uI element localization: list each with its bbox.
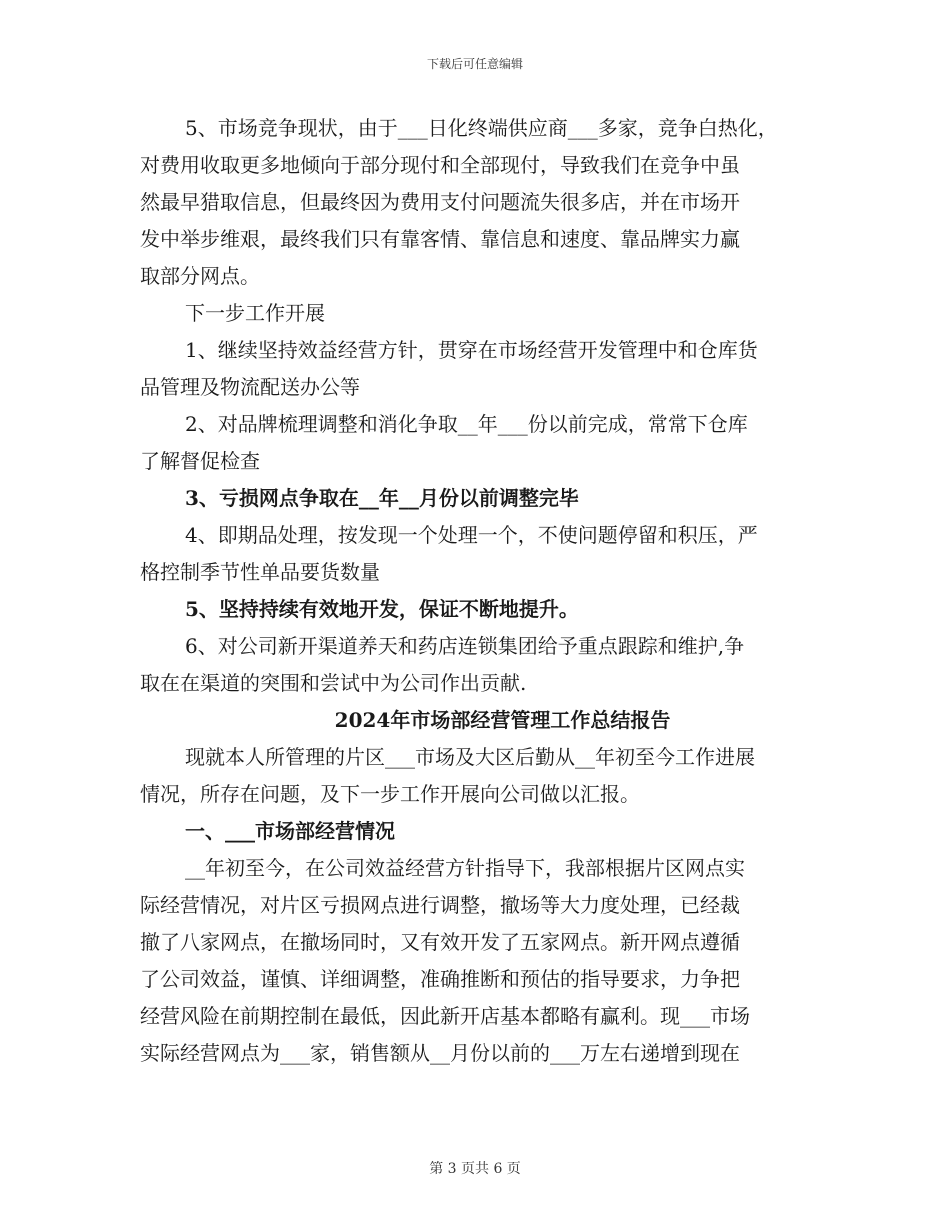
report-title: 2024年市场部经营管理工作总结报告 bbox=[334, 708, 671, 732]
bold-item: 5、坚持持续有效地开发，保证不断地提升。 bbox=[185, 597, 579, 621]
paragraph-line: 2、对品牌梳理调整和消化争取__年___份以前完成，常常下仓库 bbox=[185, 412, 748, 436]
paragraph-line: 1、继续坚持效益经营方针，贯穿在市场经营开发管理中和仓库货 bbox=[185, 338, 758, 362]
paragraph-line: 现就本人所管理的片区___市场及大区后勤从__年初至今工作进展 bbox=[185, 745, 755, 769]
paragraph-line: 情况，所存在问题，及下一步工作开展向公司做以汇报。 bbox=[140, 782, 640, 806]
page-header: 下载后可任意编辑 bbox=[426, 57, 523, 71]
paragraph-line: __年初至今，在公司效益经营方针指导下，我部根据片区网点实 bbox=[185, 856, 745, 880]
paragraph-line: 对费用收取更多地倾向于部分现付和全部现付，导致我们在竞争中虽 bbox=[140, 153, 740, 177]
paragraph-line: 经营风险在前期控制在最低，因此新开店基本都略有赢利。现___市场 bbox=[140, 1004, 750, 1028]
paragraph-line: 了解督促检查 bbox=[140, 449, 260, 473]
page-footer: 第 3 页共 6 页 bbox=[429, 1161, 521, 1177]
paragraph-line: 格控制季节性单品要货数量 bbox=[140, 560, 380, 584]
paragraph-line: 然最早猎取信息，但最终因为费用支付问题流失很多店，并在市场开 bbox=[140, 190, 740, 214]
paragraph-line: 了公司效益，谨慎、详细调整，准确推断和预估的指导要求，力争把 bbox=[140, 967, 740, 991]
paragraph-line: 取部分网点。 bbox=[140, 264, 260, 288]
paragraph-line: 品管理及物流配送办公等 bbox=[140, 375, 360, 399]
bold-item: 3、亏损网点争取在__年__月份以前调整完毕 bbox=[185, 486, 579, 510]
paragraph-line: 4、即期品处理，按发现一个处理一个，不使问题停留和积压，严 bbox=[185, 523, 758, 547]
section-heading: 下一步工作开展 bbox=[185, 301, 325, 325]
paragraph-line: 5、市场竞争现状，由于___日化终端供应商___多家，竞争白热化， bbox=[185, 116, 778, 140]
paragraph-line: 际经营情况，对片区亏损网点进行调整，撤场等大力度处理，已经裁 bbox=[140, 893, 740, 917]
paragraph-line: 撤了八家网点，在撤场同时，又有效开发了五家网点。新开网点遵循 bbox=[140, 930, 740, 954]
paragraph-line: 6、对公司新开渠道养天和药店连锁集团给予重点跟踪和维护,争 bbox=[185, 634, 745, 658]
document-body bbox=[140, 110, 820, 1072]
paragraph-line: 取在在渠道的突围和尝试中为公司作出贡献. bbox=[140, 671, 527, 695]
paragraph-line: 发中举步维艰，最终我们只有靠客情、靠信息和速度、靠品牌实力赢 bbox=[140, 227, 740, 251]
section-heading: 一、___市场部经营情况 bbox=[185, 819, 395, 843]
paragraph-line: 实际经营网点为___家，销售额从__月份以前的___万左右递增到现在 bbox=[140, 1041, 740, 1065]
